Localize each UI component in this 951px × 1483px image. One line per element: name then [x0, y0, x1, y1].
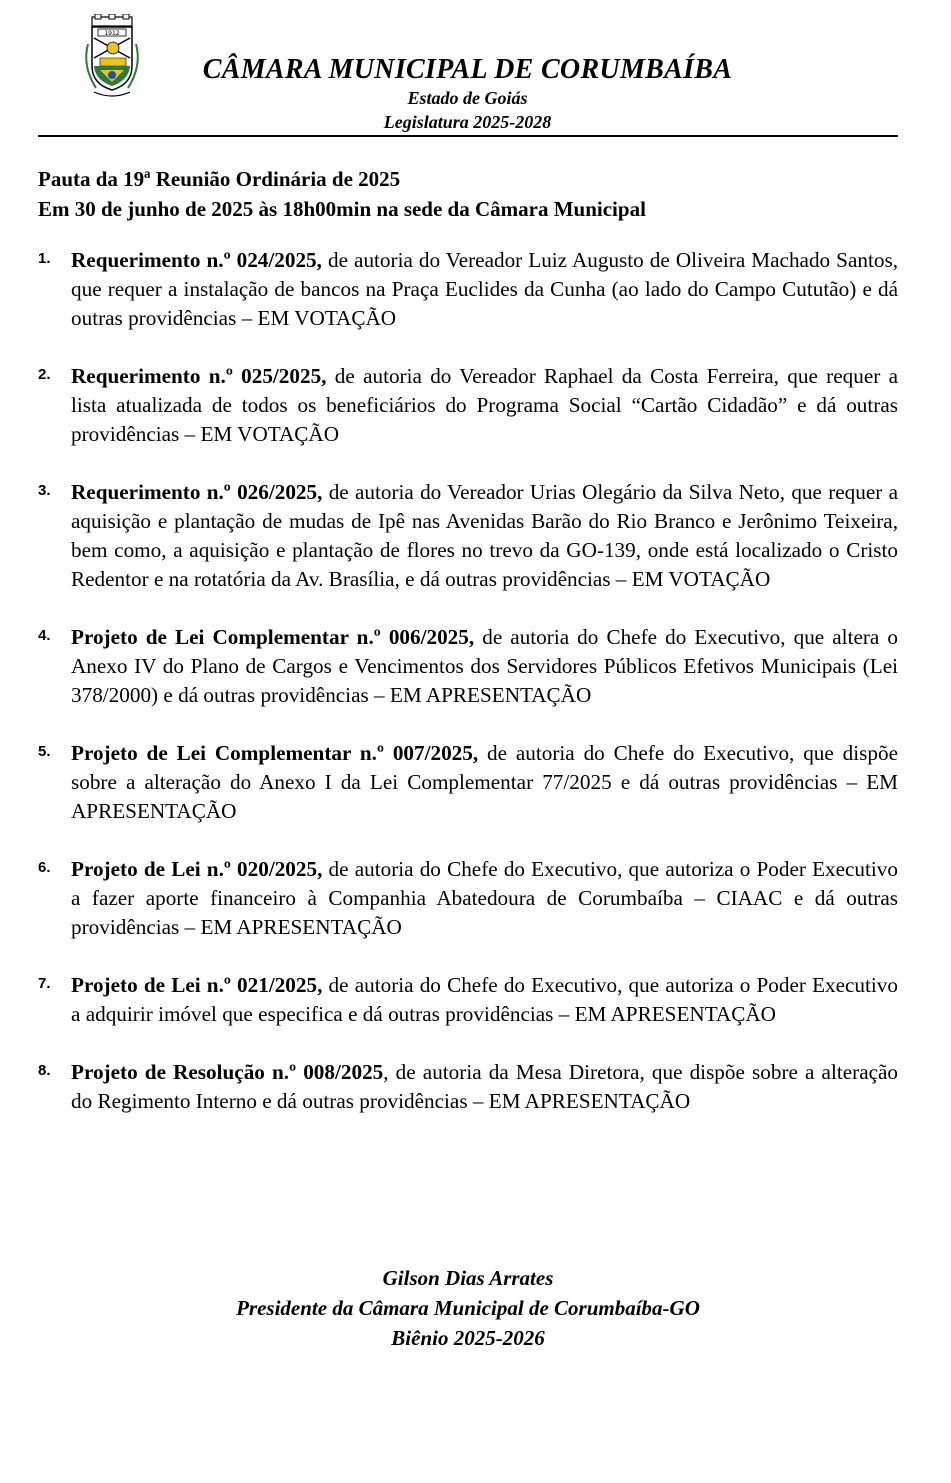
- state-name: Estado de Goiás: [407, 88, 528, 108]
- agenda-item: [38, 855, 898, 942]
- agenda-item: [38, 362, 898, 449]
- item-title: Projeto de Lei Complementar n.º 007/2025,: [71, 741, 479, 765]
- item-body: de autoria do Vereador Luiz Augusto de Oliveira Machado Santos, que requer a instalação de bancos na Praça Euclides da Cunha (ao lado do Campo Cututão) e dá outras providências – EM VOTAÇÃO: [71, 248, 898, 330]
- signatory-role: Presidente da Câmara Municipal de Corumbaíba-GO: [236, 1296, 700, 1320]
- item-text: [71, 855, 898, 942]
- item-body: de autoria do Chefe do Executivo, que autoriza o Poder Executivo a fazer aporte financeiro à Companhia Abatedoura de Corumbaíba – CIAAC e dá outras providências – EM APRESENTAÇÃO: [71, 857, 898, 939]
- item-number: 3.: [38, 482, 51, 499]
- item-number: 2.: [38, 366, 51, 383]
- item-text: [71, 739, 898, 826]
- agenda-subtitle: Em 30 de junho de 2025 às 18h00min na sede da Câmara Municipal: [38, 197, 646, 221]
- item-title: Projeto de Lei Complementar n.º 006/2025,: [71, 625, 475, 649]
- agenda-item: [38, 478, 898, 594]
- item-title: Requerimento n.º 025/2025,: [71, 364, 327, 388]
- item-text: [71, 1058, 898, 1116]
- signatory-term: Biênio 2025-2026: [391, 1326, 545, 1350]
- item-title: Requerimento n.º 026/2025,: [71, 480, 323, 504]
- agenda-item: [38, 623, 898, 710]
- item-number: 6.: [38, 859, 51, 876]
- item-text: [71, 246, 898, 333]
- item-body: de autoria do Vereador Urias Olegário da Silva Neto, que requer a aquisição e plantação de mudas de Ipê nas Avenidas Barão do Rio Branco e Jerônimo Teixeira, bem como, a aquisição e plantação de flores no trevo da GO-139, onde está localizado o Cristo Redentor e na rotatória da Av. Brasília, e dá outras providências – EM VOTAÇÃO: [71, 480, 898, 591]
- agenda-title: Pauta da 19ª Reunião Ordinária de 2025: [38, 167, 401, 191]
- item-title: Projeto de Lei n.º 021/2025,: [71, 973, 323, 997]
- item-text: [71, 971, 898, 1029]
- agenda-item: [38, 971, 898, 1029]
- legislature-label: Legislatura 2025-2028: [383, 112, 552, 132]
- agenda-item: [38, 1058, 898, 1116]
- item-number: 8.: [38, 1062, 51, 1079]
- agenda-item: [38, 246, 898, 333]
- agenda-item: [38, 739, 898, 826]
- item-title: Requerimento n.º 024/2025,: [71, 248, 322, 272]
- item-body: , de autoria da Mesa Diretora, que dispõe sobre a alteração do Regimento Interno e dá outras providências – EM APRESENTAÇÃO: [71, 1060, 899, 1113]
- item-number: 5.: [38, 743, 51, 760]
- item-body: de autoria do Chefe do Executivo, que autoriza o Poder Executivo a adquirir imóvel que especifica e dá outras providências – EM APRESENTAÇÃO: [71, 973, 898, 1026]
- item-number: 7.: [38, 975, 51, 992]
- item-body: de autoria do Chefe do Executivo, que altera o Anexo IV do Plano de Cargos e Vencimentos dos Servidores Públicos Efetivos Municipais (Lei 378/2000) e dá outras providências – EM APRESENTAÇÃO: [71, 625, 898, 707]
- institution-title: CÂMARA MUNICIPAL DE CORUMBAÍBA: [202, 54, 733, 85]
- header-divider: [38, 135, 898, 137]
- item-body: de autoria do Vereador Raphael da Costa Ferreira, que requer a lista atualizada de todos os beneficiários do Programa Social “Cartão Cidadão” e dá outras providências – EM VOTAÇÃO: [71, 364, 898, 446]
- item-title: Projeto de Resolução n.º 008/2025: [71, 1060, 384, 1084]
- agenda-list: [38, 246, 898, 1145]
- item-title: Projeto de Lei n.º 020/2025,: [71, 857, 323, 881]
- item-body: de autoria do Chefe do Executivo, que dispõe sobre a alteração do Anexo I da Lei Complementar 77/2025 e dá outras providências – EM APRESENTAÇÃO: [71, 741, 898, 823]
- item-text: [71, 362, 898, 449]
- item-number: 1.: [38, 250, 51, 267]
- signatory-name: Gilson Dias Arrates: [382, 1266, 554, 1290]
- item-text: [71, 478, 898, 594]
- item-number: 4.: [38, 627, 51, 644]
- item-text: [71, 623, 898, 710]
- crest-year: 1912: [104, 30, 120, 37]
